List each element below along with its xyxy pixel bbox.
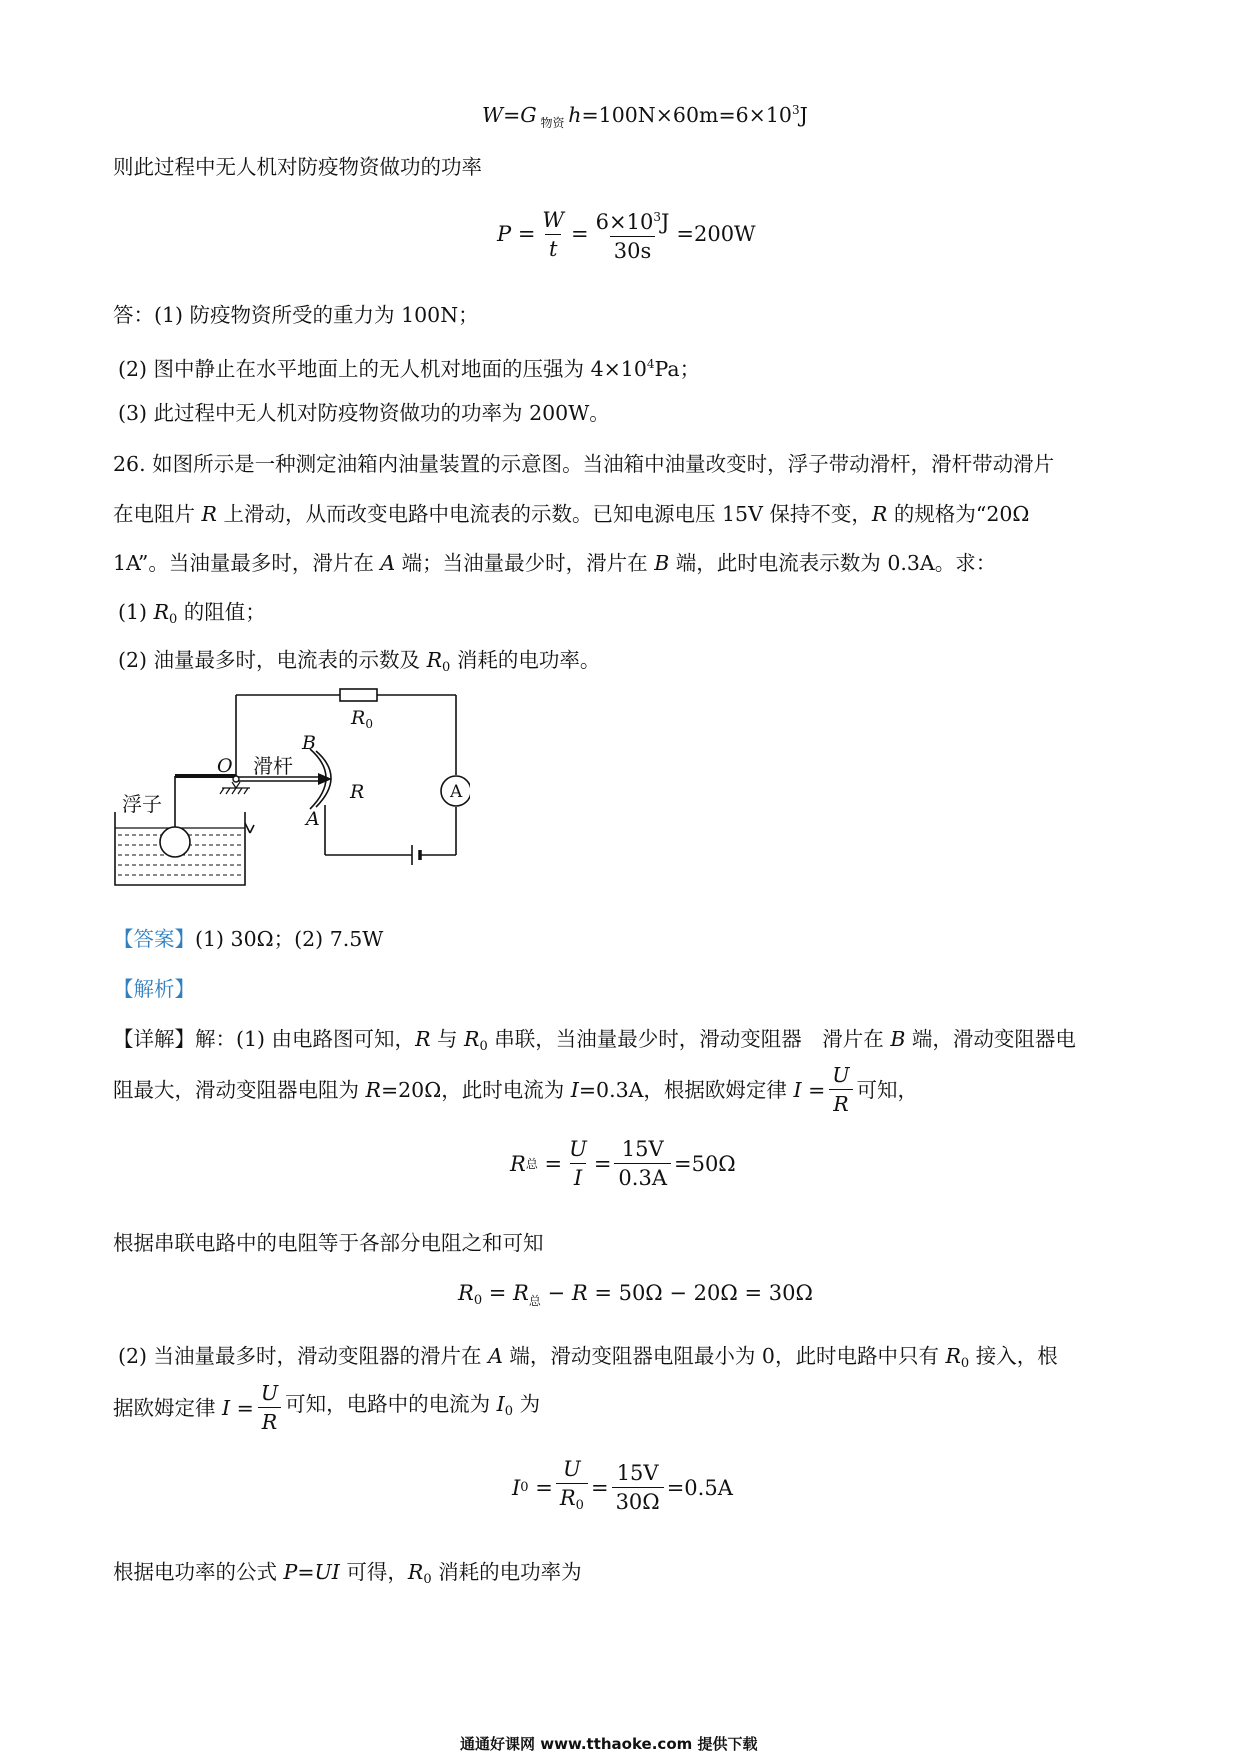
question-26-line-3: 1A”。当油量最多时，滑片在 A 端；当油量最少时，滑片在 B 端，此时电流表示数为 0.3A。求： [113,551,997,575]
label-r: R [350,781,365,803]
equation-current: I 0 = $\frac{U}{R_0}$ = $\frac{15V}{30\Omega}$ =0.5A [512,1457,733,1518]
label-ammeter: A [450,782,463,802]
label-float: 浮子 [122,792,162,816]
equation-power: P = $\frac{W}{t}$ = $\frac{6\times 10^3J}{30s}$ =200W [497,207,756,263]
answer-line-2: (2) 图中静止在水平地面上的无人机对地面的压强为 $4\times 10^4Pa$； [118,357,701,381]
text-power-intro: 则此过程中无人机对防疫物资做功的功率 [113,155,482,179]
pivot-point [233,776,239,782]
answer-heading: 【答案】(1) 30Ω；(2) 7.5W [113,927,384,951]
equation-work: W=G $_{物资}$ $h=100N\times 60m=6\times 10^3J$ [482,103,808,130]
detail-line-5: 据欧姆定律 I = $\frac{U}{R}$ 可知，电路中的电流为 $I_0$ 为 [113,1381,541,1434]
detail-line-4: (2) 当油量最多时，滑动变阻器的滑片在 A 端，滑动变阻器电阻最小为 0，此时电路中只有 $R_0$ 接入，根 [118,1344,1058,1371]
analysis-heading: 【解析】 [113,977,195,1001]
label-r0: $R_0$ [351,707,373,731]
detail-line-3: 根据串联电路中的电阻等于各部分电阻之和可知 [113,1231,544,1255]
question-26-line-1: 26. 如图所示是一种测定油箱内油量装置的示意图。当油箱中油量改变时，浮子带动滑杆，滑杆带动滑片 [113,452,1055,476]
label-a: A [306,808,320,830]
equation-r0: $R_0 = R_总 - R = 50\Omega - 20\Omega = 30\Omega$ [458,1281,813,1308]
answer-line-1: 答：(1) 防疫物资所受的重力为 100N； [113,303,479,327]
question-26-part-1: (1) $R_0$ 的阻值； [118,600,266,627]
label-o: O [217,755,233,777]
oil-gauge-circuit-diagram [110,685,470,905]
float [160,827,190,857]
question-26-part-2: (2) 油量最多时，电流表的示数及 $R_0$ 消耗的电功率。 [118,648,601,675]
detail-line-1: 【详解】解：(1) 由电路图可知，R 与 $R_0$ 串联，当油量最少时，滑动变阻器 滑片在 B 端，滑动变阻器电 [113,1027,1076,1054]
question-26-line-2: 在电阻片 R 上滑动，从而改变电路中电流表的示数。已知电源电压 15V 保持不变，R 的规格为“20Ω [113,502,1030,526]
page-footer: 通通好课网 www.tthaoke.com 提供下载 [460,1735,758,1753]
label-slider-rod: 滑杆 [253,754,293,778]
label-b: B [302,732,316,754]
resistor-r0 [340,689,377,701]
detail-line-6: 根据电功率的公式 P=UI 可得，$R_0$ 消耗的电功率为 [113,1560,582,1587]
detail-line-2: 阻最大，滑动变阻器电阻为 R=20Ω，此时电流为 I=0.3A，根据欧姆定律 I = $\frac{U}{R}$ 可知， [113,1063,919,1116]
equation-total-resistance: R 总 = $\frac{U}{I}$ = $\frac{15V}{0.3A}$ =50Ω [510,1137,736,1190]
answer-line-3: (3) 此过程中无人机对防疫物资做功的功率为 200W。 [118,401,610,425]
